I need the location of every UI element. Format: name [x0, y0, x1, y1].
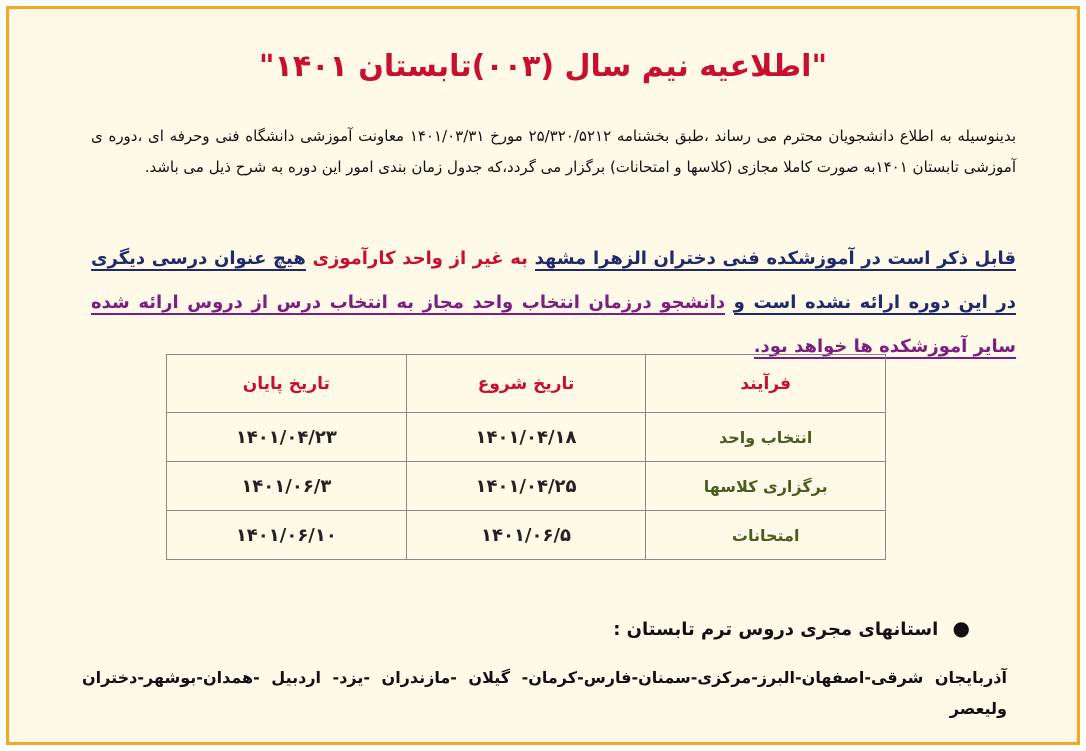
start-date-cell: ۱۴۰۱/۰۴/۲۵ [406, 462, 646, 511]
notice-part-4: دانشجو درزمان انتخاب واحد مجاز به انتخاب درس از دروس ارائه شده سایر آموزشکده ها خواهد بود. [91, 292, 1016, 357]
intro-paragraph: بدینوسیله به اطلاع دانشجویان محترم می رساند ،طبق بخشنامه ۲۵/۳۲۰/۵۲۱۲ مورخ ۱۴۰۱/۰۳/۳۱ معاونت آموزشی دانشگاه فنی وحرفه ای ،دوره ی آموزشی تابستان ۱۴۰۱به صورت کاملا مجازی (کلاسها و امتحانات) برگزار می گردد،که جدول زمان بندی امور این دوره به شرح ذیل می باشد. [91, 127, 1016, 176]
provinces-heading-line [120, 616, 970, 640]
end-date-cell: ۱۴۰۱/۰۶/۱۰ [167, 511, 407, 560]
schedule-table [166, 354, 886, 560]
end-date-cell: ۱۴۰۱/۰۶/۳ [167, 462, 407, 511]
table-row [167, 413, 886, 462]
notice-paragraph [91, 237, 1016, 369]
header-end-date: تاریخ پایان [167, 355, 407, 413]
announcement-title: "اطلاعیه نیم سال (۰۰۳)تابستان ۱۴۰۱" [258, 49, 828, 84]
notice-part-3: هیچ عنوان درسی دیگری در این دوره ارائه نشده است و [91, 248, 1016, 313]
process-cell: انتخاب واحد [646, 413, 886, 462]
end-date-cell: ۱۴۰۱/۰۴/۲۳ [167, 413, 407, 462]
provinces-list: آذربایجان شرقی-اصفهان-البرز-مرکزی-سمنان-فارس-کرمان- گیلان -مازندران -یزد- اردبیل -همدان-بوشهر-دختران ولیعصر [82, 668, 1007, 718]
header-start-date: تاریخ شروع [406, 355, 646, 413]
notice-part-2-highlight: به غیر از واحد کارآموزی [312, 248, 528, 269]
table-row [167, 511, 886, 560]
provinces-heading: استانهای مجری دروس ترم تابستان : [613, 619, 939, 640]
start-date-cell: ۱۴۰۱/۰۶/۵ [406, 511, 646, 560]
process-cell: امتحانات [646, 511, 886, 560]
table-header-row [167, 355, 886, 413]
header-process: فرآیند [646, 355, 886, 413]
start-date-cell: ۱۴۰۱/۰۴/۱۸ [406, 413, 646, 462]
notice-part-1: قابل ذکر است در آموزشکده فنی دختران الزهرا مشهد [534, 248, 1016, 269]
process-cell: برگزاری کلاسها [646, 462, 886, 511]
table-row [167, 462, 886, 511]
bullet-icon: ● [952, 616, 970, 640]
